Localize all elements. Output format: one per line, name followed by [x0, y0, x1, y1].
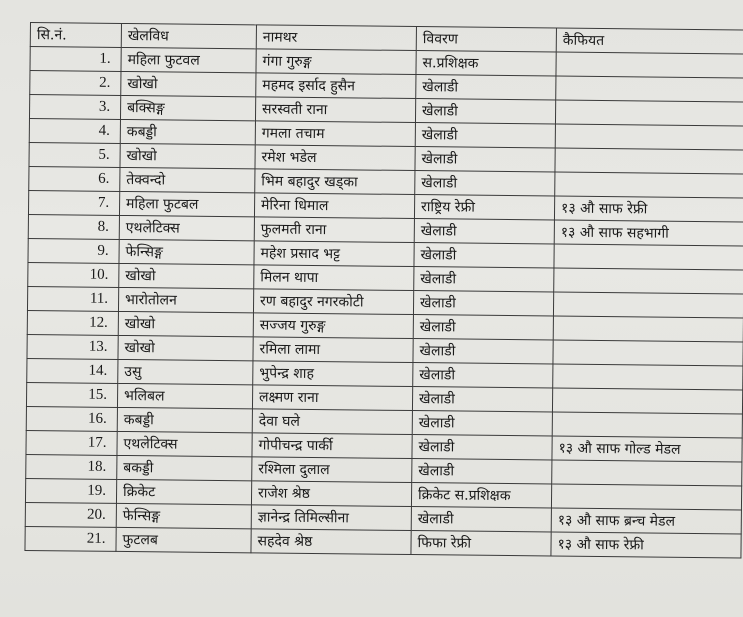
game-cell: तेक्वन्दो [120, 167, 255, 192]
remark-cell: १३ औ साफ सहभागी [554, 220, 743, 246]
remark-cell: १३ औ साफ रेफ्री [554, 196, 743, 222]
serial-number-cell: 7. [28, 190, 119, 215]
description-cell: खेलाडी [413, 339, 553, 364]
serial-number-cell: 10. [28, 262, 119, 287]
remark-cell [554, 268, 743, 294]
remark-cell: १३ औ साफ ब्रन्च मेडल [551, 508, 741, 534]
name-cell: देवा घले [252, 409, 412, 435]
description-cell: खेलाडी [415, 171, 555, 196]
game-cell: एथलेटिक्स [117, 431, 252, 456]
description-cell: खेलाडी [414, 243, 554, 268]
description-cell: स.प्रशिक्षक [416, 51, 556, 76]
remark-cell [555, 100, 743, 126]
serial-number-cell: 1. [30, 47, 121, 72]
game-cell: कबड्डी [117, 407, 252, 432]
name-cell: लक्ष्मण राना [252, 385, 412, 411]
game-cell: खोखो [120, 143, 255, 168]
name-cell: रण बहादुर नगरकोटी [253, 289, 413, 315]
name-cell: रमिला लामा [253, 337, 413, 363]
remark-cell [553, 340, 743, 366]
description-cell: खेलाडी [415, 99, 555, 124]
remark-cell [554, 244, 743, 270]
name-cell: मिलन थापा [254, 265, 414, 291]
description-cell: खेलाडी [413, 315, 553, 340]
game-cell: कबड्डी [120, 119, 255, 144]
name-cell: सज्जय गुरुङ्ग [253, 313, 413, 339]
game-cell: महिला फुटबल [119, 191, 254, 216]
name-cell: महमद इर्साद हुसैन [256, 73, 416, 99]
description-cell: खेलाडी [413, 363, 553, 388]
name-cell: रमेश भडेल [255, 145, 415, 171]
name-cell: ज्ञानेन्द्र तिमिल्सीना [251, 505, 411, 531]
game-cell: खोखो [118, 311, 253, 336]
remark-cell [555, 172, 743, 198]
remark-cell [551, 484, 741, 510]
description-cell: खेलाडी [414, 267, 554, 292]
name-cell: भिम बहादुर खड्का [255, 169, 415, 195]
serial-number-cell: 12. [27, 310, 118, 335]
remark-cell [553, 316, 743, 342]
description-cell: खेलाडी [411, 507, 551, 532]
description-cell: खेलाडी [412, 459, 552, 484]
game-cell: महिला फुटवल [121, 47, 256, 72]
serial-number-cell: 13. [27, 334, 118, 359]
name-cell: महेश प्रसाद भट्ट [254, 241, 414, 267]
serial-number-cell: 16. [26, 406, 117, 431]
serial-number-cell: 14. [27, 358, 118, 383]
serial-number-cell: 19. [25, 478, 116, 503]
name-cell: गंगा गुरुङ्ग [256, 49, 416, 75]
remark-cell [556, 76, 743, 102]
name-cell: गमला तचाम [255, 121, 415, 147]
header-serial-number: सि.नं. [30, 23, 121, 48]
serial-number-cell: 4. [29, 118, 120, 143]
serial-number-cell: 15. [26, 382, 117, 407]
header-name: नामथर [256, 25, 416, 51]
name-cell: सहदेव श्रेष्ठ [251, 529, 411, 555]
description-cell: खेलाडी [412, 435, 552, 460]
game-cell: एथलेटिक्स [119, 215, 254, 240]
serial-number-cell: 3. [29, 95, 120, 120]
game-cell: खोखो [119, 263, 254, 288]
game-cell: बक्सिङ्ग [120, 95, 255, 120]
description-cell: खेलाडी [414, 219, 554, 244]
name-cell: रश्मिला दुलाल [252, 457, 412, 483]
remark-cell: १३ औ साफ गोल्ड मेडल [552, 436, 742, 462]
serial-number-cell: 5. [29, 142, 120, 167]
game-cell: फुटलब [116, 527, 251, 552]
remark-cell [556, 52, 743, 78]
serial-number-cell: 6. [29, 166, 120, 191]
game-cell: उसु [118, 359, 253, 384]
header-remarks: कैफियत [556, 28, 743, 54]
remark-cell [555, 124, 743, 150]
game-cell: फेन्सिङ्ग [119, 239, 254, 264]
serial-number-cell: 21. [25, 526, 116, 551]
game-cell: क्रिकेट [116, 479, 251, 504]
remark-cell [553, 292, 743, 318]
header-game: खेलविध [121, 23, 256, 48]
name-cell: भुपेन्द्र शाह [253, 361, 413, 387]
name-cell: मेरिना धिमाल [254, 193, 414, 219]
game-cell: खोखो [118, 335, 253, 360]
description-cell: खेलाडी [416, 75, 556, 100]
remark-cell [552, 460, 742, 486]
remark-cell [555, 148, 743, 174]
serial-number-cell: 11. [27, 286, 118, 311]
description-cell: खेलाडी [413, 291, 553, 316]
game-cell: भलिबल [117, 383, 252, 408]
game-cell: खोखो [121, 71, 256, 96]
name-cell: राजेश श्रेष्ठ [251, 481, 411, 507]
remark-cell [552, 388, 742, 414]
serial-number-cell: 17. [26, 430, 117, 455]
description-cell: फिफा रेफ्री [411, 531, 551, 556]
players-table [24, 22, 743, 558]
description-cell: राष्ट्रिय रेफ्री [414, 195, 554, 220]
table-body [25, 47, 743, 558]
remark-cell: १३ औ साफ रेफ्री [551, 532, 741, 558]
description-cell: खेलाडी [415, 123, 555, 148]
game-cell: बकड्डी [117, 455, 252, 480]
description-cell: खेलाडी [412, 411, 552, 436]
remark-cell [552, 412, 742, 438]
serial-number-cell: 20. [25, 502, 116, 527]
description-cell: क्रिकेट स.प्रशिक्षक [411, 483, 551, 508]
game-cell: फेन्सिङ्ग [116, 503, 251, 528]
serial-number-cell: 2. [30, 71, 121, 96]
serial-number-cell: 8. [28, 214, 119, 239]
name-cell: फुलमती राना [254, 217, 414, 243]
remark-cell [553, 364, 743, 390]
description-cell: खेलाडी [415, 147, 555, 172]
serial-number-cell: 9. [28, 238, 119, 263]
header-description: विवरण [416, 27, 556, 52]
name-cell: गोपीचन्द्र पार्की [252, 433, 412, 459]
description-cell: खेलाडी [412, 387, 552, 412]
serial-number-cell: 18. [26, 454, 117, 479]
game-cell: भारोतोलन [118, 287, 253, 312]
name-cell: सरस्वती राना [255, 97, 415, 123]
